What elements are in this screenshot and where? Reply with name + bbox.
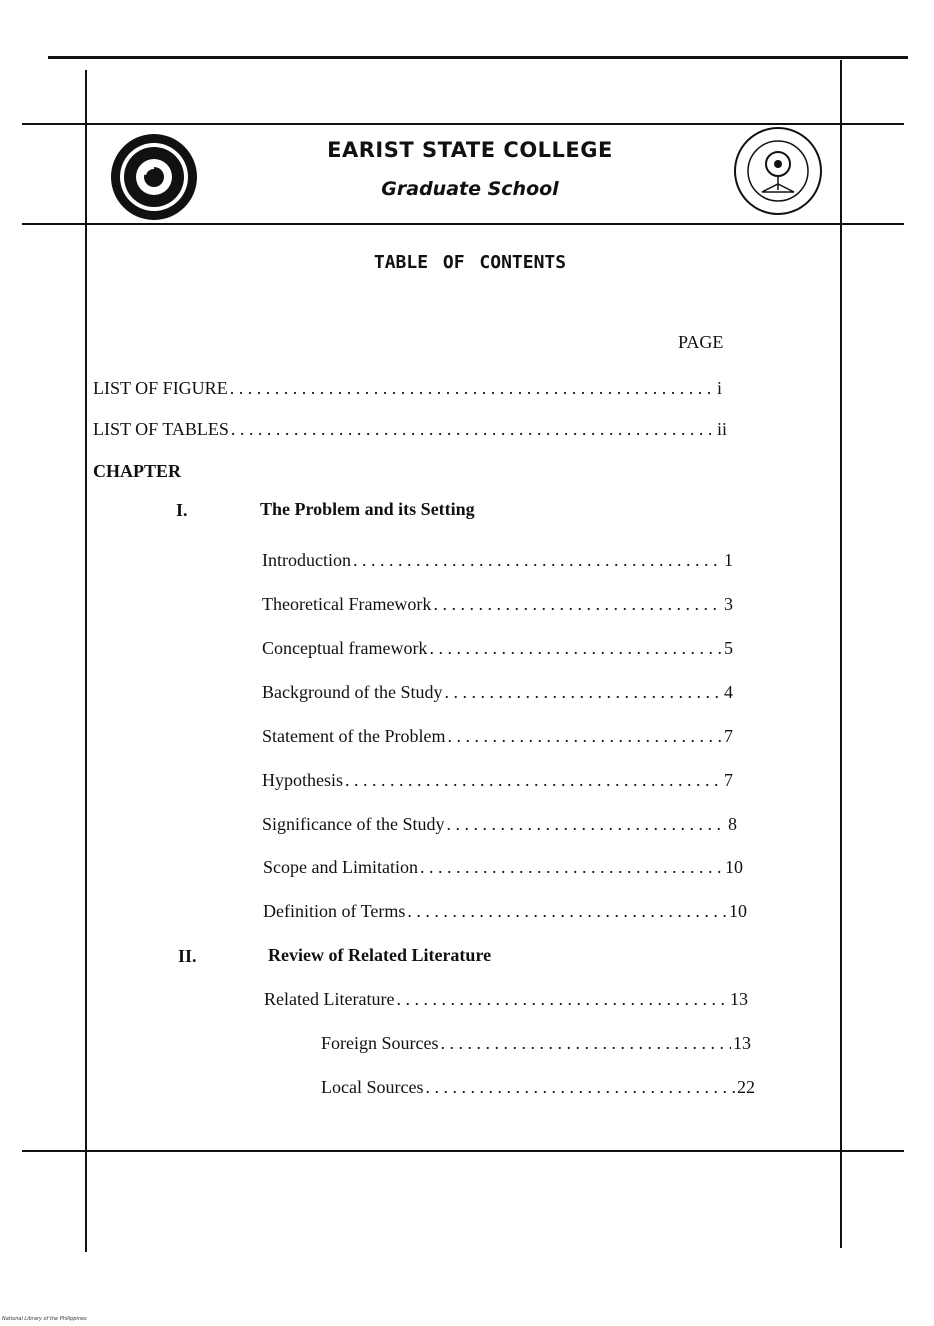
scan-footer: National Library of the Philippines (2, 1316, 87, 1322)
college-name: EARIST STATE COLLEGE (327, 138, 613, 162)
right-margin-line (840, 60, 842, 1248)
toc-entry-page: 22 (737, 1077, 755, 1097)
toc-entry (263, 857, 743, 878)
leader-dots (433, 594, 722, 615)
chapter-1-numeral: I. (176, 500, 188, 520)
bottom-rule (22, 1150, 904, 1152)
toc-title: TABLE OF CONTENTS (373, 252, 567, 273)
leader-dots (230, 378, 715, 399)
toc-entry (262, 638, 736, 659)
leader-dots (231, 419, 715, 440)
toc-entry (321, 1033, 751, 1054)
toc-entry-label: Definition of Terms (263, 901, 406, 921)
chapter-label: CHAPTER (93, 461, 182, 481)
toc-entry-page: ii (717, 419, 728, 439)
page-column-header: PAGE (678, 332, 724, 352)
toc-entry-list-of-figure (93, 378, 729, 399)
toc-entry-label: Scope and Limitation (263, 857, 418, 877)
toc-entry-label: Background of the Study (262, 682, 443, 702)
toc-entry-label: Theoretical Framework (262, 594, 432, 614)
toc-entry-page: 10 (729, 901, 747, 921)
leader-dots (447, 726, 722, 747)
toc-entry-page: 13 (730, 989, 748, 1009)
college-seal-logo (108, 133, 200, 221)
toc-entry-list-of-tables (93, 419, 729, 440)
leader-dots (353, 550, 722, 571)
leader-dots (396, 989, 728, 1010)
graduate-school-seal-logo (726, 126, 830, 216)
toc-entry (262, 594, 736, 615)
toc-entry (262, 726, 736, 747)
toc-entry-label: LIST OF TABLES (93, 419, 229, 439)
toc-entry-page: 4 (724, 682, 733, 702)
toc-entry-page: 5 (724, 638, 733, 658)
toc-entry-label: Significance of the Study (262, 814, 445, 834)
leader-dots (407, 901, 727, 922)
toc-entry-page: 1 (724, 550, 733, 570)
toc-entry-label: Introduction (262, 550, 351, 570)
left-margin-line (85, 70, 87, 1252)
toc-entry-label: Local Sources (321, 1077, 424, 1097)
toc-entry-page: 10 (725, 857, 743, 877)
toc-entry-label: Foreign Sources (321, 1033, 439, 1053)
toc-entry-page: 7 (724, 770, 733, 790)
toc-entry (264, 989, 748, 1010)
toc-entry-label: Statement of the Problem (262, 726, 446, 746)
toc-entry-label: Hypothesis (262, 770, 343, 790)
toc-entry-page: 13 (733, 1033, 751, 1053)
leader-dots (446, 814, 726, 835)
toc-entry-label: Conceptual framework (262, 638, 428, 658)
school-name: Graduate School (381, 178, 559, 200)
toc-entry (321, 1077, 755, 1098)
toc-entry (262, 770, 736, 791)
toc-entry (262, 550, 736, 571)
leader-dots (345, 770, 722, 791)
toc-entry (263, 901, 747, 922)
leader-dots (420, 857, 723, 878)
leader-dots (444, 682, 722, 703)
top-rule (48, 56, 908, 59)
toc-entry (262, 814, 740, 835)
header-bottom-rule (22, 223, 904, 225)
toc-entry-page: 7 (724, 726, 733, 746)
leader-dots (425, 1077, 735, 1098)
chapter-1-title: The Problem and its Setting (260, 499, 475, 519)
leader-dots (429, 638, 722, 659)
toc-entry-page: 3 (724, 594, 733, 614)
toc-entry (262, 682, 736, 703)
header-top-rule (22, 123, 904, 125)
leader-dots (440, 1033, 731, 1054)
toc-entry-page: i (717, 378, 723, 398)
toc-entry-label: LIST OF FIGURE (93, 378, 228, 398)
chapter-2-title: Review of Related Literature (268, 945, 492, 965)
toc-entry-page: 8 (728, 814, 737, 834)
chapter-2-numeral: II. (178, 946, 197, 966)
toc-entry-label: Related Literature (264, 989, 395, 1009)
